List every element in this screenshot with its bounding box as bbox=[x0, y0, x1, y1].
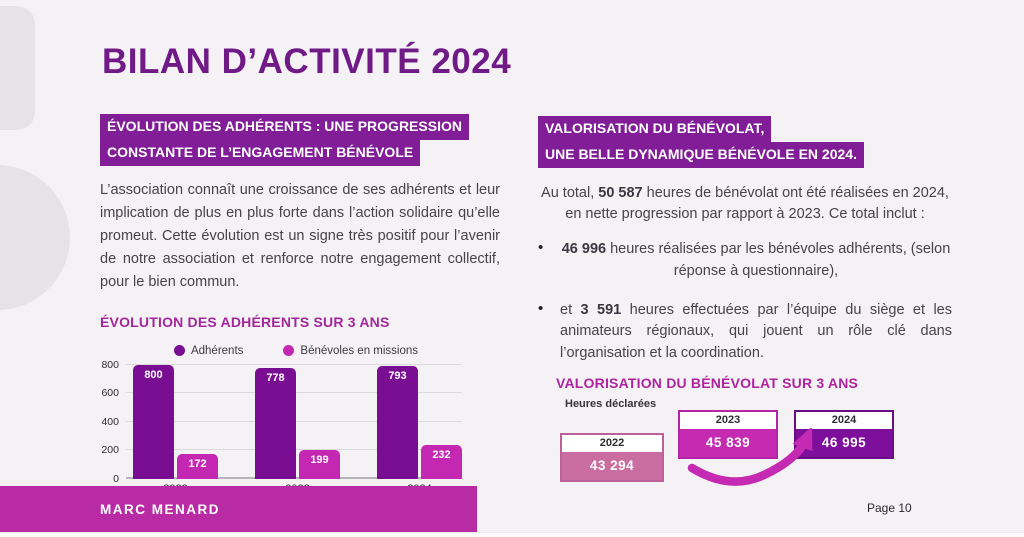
footer-bar bbox=[0, 486, 477, 532]
year-box-value: 45 839 bbox=[680, 429, 776, 457]
bar-value-label: 199 bbox=[310, 454, 329, 467]
valorisation-section-title: VALORISATION DU BÉNÉVOLAT SUR 3 ANS bbox=[556, 375, 859, 391]
legend-label: Adhérents bbox=[190, 344, 244, 357]
legend-dot-icon bbox=[174, 345, 185, 356]
bullet-fragment: heures réalisées par les bénévoles adhérents, (selon réponse à questionnaire), bbox=[606, 241, 951, 279]
bar-value-label: 232 bbox=[432, 449, 451, 462]
declared-hours-label: Heures déclarées bbox=[565, 398, 657, 410]
chart-legend bbox=[130, 345, 462, 357]
page-number: Page 10 bbox=[867, 501, 912, 515]
right-column bbox=[538, 116, 952, 365]
growth-arrow-icon bbox=[682, 428, 832, 490]
bar bbox=[255, 368, 296, 479]
chart-y-axis bbox=[100, 358, 126, 485]
year-box-year: 2022 bbox=[562, 435, 662, 452]
bar-group bbox=[377, 365, 462, 479]
y-axis-tick-label: 0 bbox=[113, 472, 119, 485]
bullet-hours-value: 46 996 bbox=[561, 241, 607, 258]
y-axis-tick-label: 400 bbox=[101, 415, 119, 428]
bar-value-label: 800 bbox=[144, 368, 163, 381]
y-axis-tick-label: 200 bbox=[101, 444, 119, 457]
legend-item bbox=[283, 345, 418, 357]
intro-total-hours: 50 587 bbox=[598, 184, 643, 201]
list-item bbox=[538, 300, 952, 365]
year-box-year: 2024 bbox=[796, 412, 892, 429]
bar-group bbox=[255, 365, 340, 479]
decorative-circle bbox=[0, 165, 70, 310]
chart-plot-area bbox=[126, 365, 462, 479]
headline-line: VALORISATION DU BÉNÉVOLAT, bbox=[538, 116, 771, 142]
year-box-2022 bbox=[560, 433, 664, 482]
bullet-fragment: et bbox=[560, 301, 581, 318]
year-box-year: 2023 bbox=[680, 412, 776, 429]
year-box-value: 43 294 bbox=[562, 452, 662, 480]
headline-line: ÉVOLUTION DES ADHÉRENTS : UNE PROGRESSION bbox=[100, 114, 469, 140]
headline-line: UNE BELLE DYNAMIQUE BÉNÉVOLE EN 2024. bbox=[538, 142, 864, 168]
bar-value-label: 172 bbox=[188, 458, 207, 471]
bullet-icon: • bbox=[538, 299, 544, 317]
legend-label: Bénévoles en missions bbox=[300, 344, 419, 357]
bar-plot bbox=[126, 365, 462, 479]
intro-text: heures de bénévolat ont été réalisées en 2024, en nette progression par rapport à 2023. Ce total inclut : bbox=[565, 184, 949, 223]
members-bar-chart bbox=[100, 345, 462, 495]
volunteering-intro bbox=[538, 183, 952, 227]
chart-title: ÉVOLUTION DES ADHÉRENTS SUR 3 ANS bbox=[100, 313, 390, 330]
footer-author: MARC MENARD bbox=[100, 501, 220, 517]
left-section-headline bbox=[100, 114, 500, 166]
bar bbox=[177, 454, 218, 479]
left-column bbox=[100, 114, 500, 495]
intro-text: Au total, bbox=[541, 184, 599, 201]
bullet-hours-value: 3 591 bbox=[580, 301, 622, 318]
bullet-fragment: heures effectuées par l’équipe du siège et les animateurs régionaux, qui jouent un rôle clé dans l’organisation et la coordination. bbox=[560, 301, 952, 362]
legend-dot-icon bbox=[283, 345, 294, 356]
headline-line: CONSTANTE DE L’ENGAGEMENT BÉNÉVOLE bbox=[100, 140, 420, 166]
right-section-headline bbox=[538, 116, 952, 168]
y-axis-tick-label: 600 bbox=[101, 387, 119, 400]
bar bbox=[133, 365, 174, 479]
bullet-text bbox=[560, 239, 952, 283]
bar bbox=[299, 450, 340, 478]
bar bbox=[421, 445, 462, 478]
list-item bbox=[538, 239, 952, 283]
page-title: BILAN D’ACTIVITÉ 2024 bbox=[102, 42, 512, 81]
year-box-value: 46 995 bbox=[796, 429, 892, 457]
bar-value-label: 793 bbox=[388, 369, 407, 382]
chart-body bbox=[100, 358, 462, 485]
decorative-rounded-bar bbox=[0, 6, 35, 130]
bar bbox=[377, 366, 418, 479]
legend-item bbox=[174, 345, 243, 357]
bar-value-label: 778 bbox=[266, 371, 285, 384]
bottom-strip bbox=[0, 532, 1024, 537]
y-axis-tick-label: 800 bbox=[101, 358, 119, 371]
bullet-icon: • bbox=[538, 239, 544, 257]
left-paragraph: L’association connaît une croissance de ses adhérents et leur implication de plus en plus forte dans l’action solidaire qu’elle promeut. Cette évolution est un signe très positif pour l’avenir de notre association et renforce notre engagement collectif, pour le bien commun. bbox=[100, 181, 500, 291]
bullet-text bbox=[560, 300, 952, 365]
bar-group bbox=[133, 365, 218, 479]
